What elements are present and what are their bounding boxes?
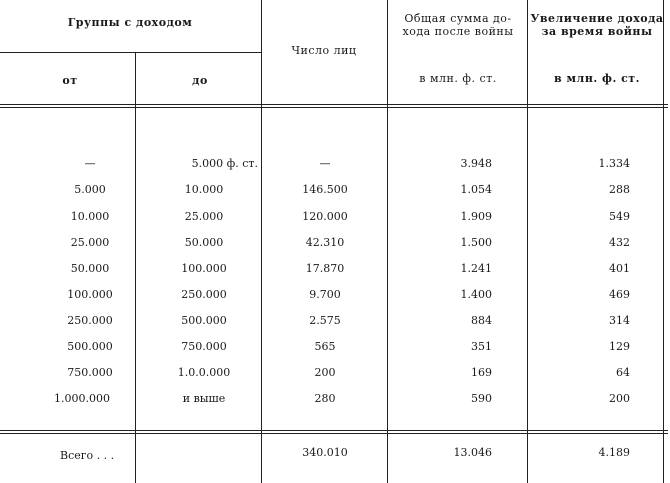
cell-from: 10.000 xyxy=(70,210,110,223)
cell-to: 5.000 ф. ст. xyxy=(191,157,258,170)
cell-increase: 64 xyxy=(616,366,630,379)
cell-from: 250.000 xyxy=(67,314,113,327)
cell-persons: 200 xyxy=(314,366,336,379)
cell-increase: 1.334 xyxy=(598,157,630,170)
cell-persons: 42.310 xyxy=(305,236,345,249)
cell-persons: 280 xyxy=(314,392,336,405)
cell-to: 250.000 xyxy=(181,288,227,301)
cell-to: 1.0.0.000 xyxy=(177,366,231,379)
rule-v-3 xyxy=(387,0,388,483)
header-from: от xyxy=(62,74,78,87)
cell-persons: 2.575 xyxy=(309,314,341,327)
rule-h-total-1 xyxy=(0,430,668,431)
header-persons: Число лиц xyxy=(291,44,357,57)
cell-to: 500.000 xyxy=(181,314,227,327)
cell-from: 750.000 xyxy=(67,366,113,379)
header-total-unit: в млн. ф. ст. xyxy=(419,72,497,85)
cell-persons: 17.870 xyxy=(305,262,345,275)
rule-h-groups xyxy=(0,52,261,53)
cell-increase: 432 xyxy=(609,236,630,249)
cell-persons: 9.700 xyxy=(309,288,341,301)
cell-from: 5.000 xyxy=(74,183,106,196)
cell-persons: 146.500 xyxy=(302,183,348,196)
cell-increase: 200 xyxy=(609,392,630,405)
cell-total: 884 xyxy=(471,314,492,327)
cell-increase: 314 xyxy=(609,314,630,327)
cell-increase: 401 xyxy=(609,262,630,275)
header-increase-unit: в млн. ф. ст. xyxy=(554,72,640,85)
cell-to: 100.000 xyxy=(181,262,227,275)
cell-increase: 288 xyxy=(609,183,630,196)
cell-to: и выше xyxy=(182,392,226,405)
cell-to: 50.000 xyxy=(184,236,224,249)
cell-total: 1.500 xyxy=(460,236,492,249)
rule-v-2 xyxy=(261,0,262,483)
rule-v-1 xyxy=(135,52,136,483)
rule-h-head-1 xyxy=(0,104,668,105)
cell-total: 1.054 xyxy=(460,183,492,196)
rule-h-head-2 xyxy=(0,107,668,108)
rule-h-total-2 xyxy=(0,433,668,434)
total-increase: 4.189 xyxy=(598,446,630,459)
cell-persons: — xyxy=(319,157,331,170)
header-total-line1: Общая сумма до- xyxy=(404,12,512,25)
cell-from: 100.000 xyxy=(67,288,113,301)
cell-persons: 565 xyxy=(314,340,336,353)
cell-from: — xyxy=(84,157,96,170)
header-increase-line2: за время войны xyxy=(541,25,653,38)
cell-total: 1.400 xyxy=(460,288,492,301)
total-label: Всего . . . xyxy=(60,449,115,462)
cell-from: 500.000 xyxy=(67,340,113,353)
cell-total: 351 xyxy=(471,340,492,353)
header-income-groups: Группы с доходом xyxy=(67,16,193,29)
cell-total: 1.909 xyxy=(460,210,492,223)
cell-from: 50.000 xyxy=(70,262,110,275)
cell-to: 25.000 xyxy=(184,210,224,223)
total-persons: 340.010 xyxy=(302,446,348,459)
rule-v-4 xyxy=(527,0,528,483)
cell-increase: 129 xyxy=(609,340,630,353)
cell-total: 3.948 xyxy=(460,157,492,170)
total-income: 13.046 xyxy=(453,446,492,459)
cell-total: 1.241 xyxy=(460,262,492,275)
cell-total: 169 xyxy=(471,366,492,379)
header-total-line2: хода после войны xyxy=(402,25,514,38)
cell-increase: 469 xyxy=(609,288,630,301)
cell-persons: 120.000 xyxy=(302,210,348,223)
cell-increase: 549 xyxy=(609,210,630,223)
cell-to: 10.000 xyxy=(184,183,224,196)
header-to: до xyxy=(192,74,208,87)
cell-total: 590 xyxy=(471,392,492,405)
cell-from: 1.000.000 xyxy=(54,392,110,405)
cell-from: 25.000 xyxy=(70,236,110,249)
cell-to: 750.000 xyxy=(181,340,227,353)
header-increase-line1: Увеличение дохода xyxy=(530,12,664,25)
